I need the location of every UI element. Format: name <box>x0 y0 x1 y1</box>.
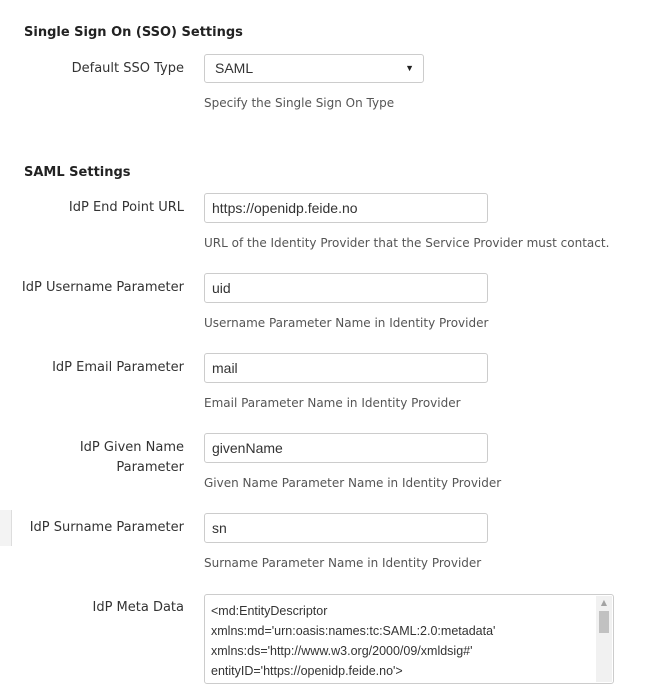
saml-section-title: SAML Settings <box>24 165 131 180</box>
caret-down-icon: ▼ <box>405 63 414 73</box>
idp-endpoint-url-input[interactable]: https://openidp.feide.no <box>204 193 488 223</box>
default-sso-type-value: SAML <box>215 60 254 76</box>
idp-surname-parameter-input[interactable]: sn <box>204 513 488 543</box>
metadata-scrollbar[interactable] <box>596 596 612 682</box>
idp-metadata-label: IdP Meta Data <box>92 600 184 615</box>
sidebar-edge <box>0 510 12 546</box>
metadata-line: <md:EntityDescriptor <box>211 604 328 618</box>
default-sso-type-help: Specify the Single Sign On Type <box>204 96 395 110</box>
idp-given-name-parameter-input[interactable]: givenName <box>204 433 488 463</box>
idp-surname-parameter-label: IdP Surname Parameter <box>29 520 184 535</box>
idp-surname-parameter-help: Surname Parameter Name in Identity Provider <box>204 556 482 570</box>
default-sso-type-select[interactable] <box>204 54 424 83</box>
idp-email-parameter-help: Email Parameter Name in Identity Provider <box>204 396 461 410</box>
idp-username-parameter-input[interactable]: uid <box>204 273 488 303</box>
idp-given-name-parameter-label: IdP Given Name Parameter <box>79 440 184 475</box>
sso-section-title: Single Sign On (SSO) Settings <box>24 25 243 40</box>
idp-endpoint-url-help: URL of the Identity Provider that the Service Provider must contact. <box>204 236 610 250</box>
idp-given-name-parameter-help: Given Name Parameter Name in Identity Provider <box>204 476 502 490</box>
idp-metadata-textarea[interactable] <box>204 594 614 684</box>
default-sso-type-label: Default SSO Type <box>71 61 184 76</box>
metadata-line: entityID='https://openidp.feide.no'> <box>211 664 403 678</box>
scroll-up-arrow-icon[interactable]: ▲ <box>600 598 608 607</box>
metadata-line: xmlns:ds='http://www.w3.org/2000/09/xmldsig#' <box>211 644 473 658</box>
idp-email-parameter-label: IdP Email Parameter <box>52 360 184 375</box>
metadata-line: xmlns:md='urn:oasis:names:tc:SAML:2.0:metadata' <box>211 624 496 638</box>
scrollbar-thumb[interactable] <box>599 611 609 633</box>
idp-username-parameter-help: Username Parameter Name in Identity Provider <box>204 316 489 330</box>
idp-username-parameter-label: IdP Username Parameter <box>21 280 184 295</box>
idp-email-parameter-input[interactable]: mail <box>204 353 488 383</box>
idp-endpoint-url-label: IdP End Point URL <box>68 200 184 215</box>
idp-metadata-content <box>211 601 593 681</box>
